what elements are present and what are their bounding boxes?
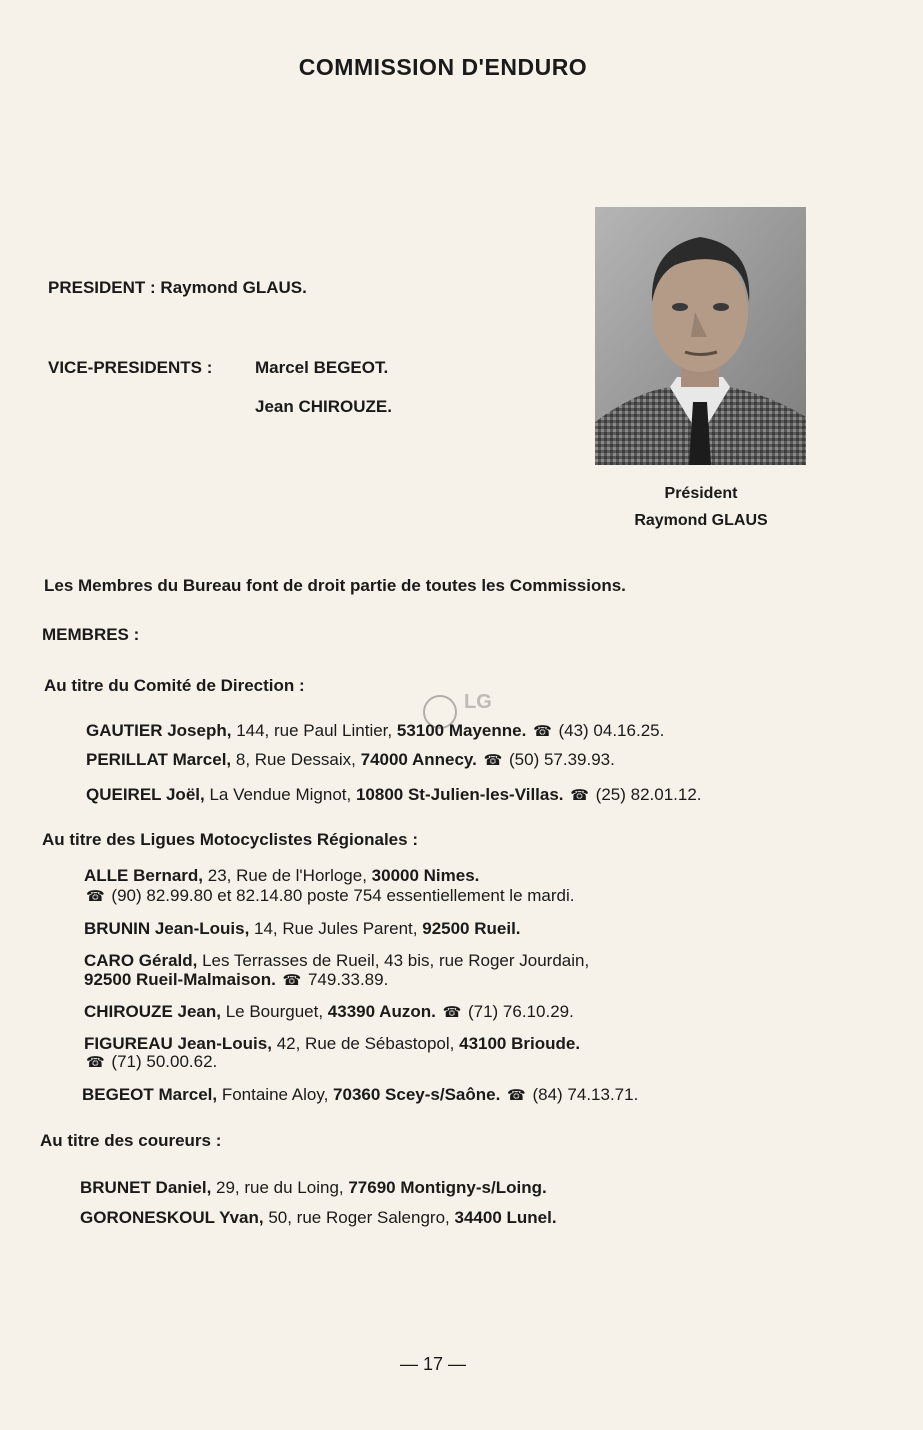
member-entry-line2 [84,886,575,907]
telephone-icon: ☎ [483,752,503,769]
member-city: 74000 Annecy. [360,750,477,769]
member-phone: (90) 82.99.80 et 82.14.80 poste 754 essentiellement le mardi. [106,886,575,905]
president-label: PRESIDENT : [48,278,156,297]
member-entry [84,866,479,886]
member-name: FIGUREAU Jean-Louis, [84,1034,272,1053]
member-entry [86,785,702,806]
member-address: 14, Rue Jules Parent, [249,919,423,938]
member-phone: (71) 76.10.29. [463,1002,574,1021]
member-address: 144, rue Paul Lintier, [231,721,397,740]
member-address: 23, Rue de l'Horloge, [203,866,372,885]
member-entry [84,951,589,971]
member-address: 42, Rue de Sébastopol, [271,1034,460,1053]
telephone-icon: ☎ [533,723,552,740]
member-phone: (71) 50.00.62. [106,1052,218,1071]
vice-presidents-label: VICE-PRESIDENTS : [48,358,213,377]
member-city: 10800 St-Julien-les-Villas. [355,785,564,804]
member-city: 92500 Rueil-Malmaison. [84,970,276,989]
member-entry [86,750,615,771]
member-city: 70360 Scey-s/Saône. [333,1085,501,1104]
section-heading-ligues: Au titre des Ligues Motocyclistes Régionales : [42,830,418,849]
member-city: 34400 Lunel. [454,1208,557,1227]
member-entry [80,1178,547,1198]
member-name: CARO Gérald, [84,951,198,970]
telephone-icon: ☎ [442,1004,462,1021]
section-heading-coureurs: Au titre des coureurs : [40,1131,222,1150]
page-title: COMMISSION D'ENDURO [298,54,588,80]
member-entry [86,721,664,742]
member-address: Les Terrasses de Rueil, 43 bis, rue Roger Jourdain, [197,951,590,970]
member-name: BRUNIN Jean-Louis, [84,919,250,938]
telephone-icon: ☎ [86,1054,105,1071]
member-entry-line2 [84,1052,217,1073]
member-city: 92500 Rueil. [422,919,521,938]
member-phone: (43) 04.16.25. [553,721,665,740]
telephone-icon: ☎ [507,1087,526,1104]
member-phone: (25) 82.01.12. [590,785,702,804]
member-name: GAUTIER Joseph, [86,721,232,740]
member-name: QUEIREL Joël, [86,785,205,804]
member-entry [84,1034,580,1054]
membres-label: MEMBRES : [42,625,140,644]
member-city: 77690 Montigny-s/Loing. [348,1178,547,1197]
member-name: PERILLAT Marcel, [86,750,232,769]
vice-president-2: Jean CHIROUZE. [255,397,392,416]
member-address: 50, rue Roger Salengro, [263,1208,455,1227]
member-name: ALLE Bernard, [84,866,204,885]
member-address: 29, rue du Loing, [211,1178,349,1197]
president-line [48,278,307,298]
member-entry [80,1208,557,1228]
member-city: 43100 Brioude. [459,1034,581,1053]
telephone-icon: ☎ [86,888,105,905]
member-city: 53100 Mayenne. [396,721,527,740]
member-phone: 749.33.89. [303,970,389,989]
telephone-icon: ☎ [282,972,302,989]
member-name: GORONESKOUL Yvan, [80,1208,264,1227]
member-entry [82,1085,638,1106]
photo-caption-name: Raymond GLAUS [634,512,768,529]
member-name: BEGEOT Marcel, [82,1085,218,1104]
page-number: — 17 — [399,1354,467,1374]
section-heading-comite: Au titre du Comité de Direction : [44,676,305,695]
member-entry [84,1002,574,1023]
member-entry-line2 [84,970,388,991]
watermark-logo [420,684,510,739]
president-photo [595,207,806,465]
watermark-text: LG [464,691,492,713]
member-city: 43390 Auzon. [327,1002,436,1021]
portrait-image [595,207,806,465]
member-name: CHIROUZE Jean, [84,1002,221,1021]
photo-caption-title: Président [664,485,738,502]
member-entry [84,919,521,939]
member-phone: (50) 57.39.93. [504,750,615,769]
member-phone: (84) 74.13.71. [527,1085,639,1104]
telephone-icon: ☎ [570,787,589,804]
vice-president-1: Marcel BEGEOT. [255,358,389,377]
member-address: Fontaine Aloy, [217,1085,334,1104]
member-address: 8, Rue Dessaix, [231,750,361,769]
bureau-note: Les Membres du Bureau font de droit partie de toutes les Commissions. [44,576,626,595]
president-name: Raymond GLAUS. [160,278,307,297]
member-city: 30000 Nimes. [371,866,480,885]
member-name: BRUNET Daniel, [80,1178,212,1197]
member-address: La Vendue Mignot, [204,785,356,804]
member-address: Le Bourguet, [220,1002,328,1021]
